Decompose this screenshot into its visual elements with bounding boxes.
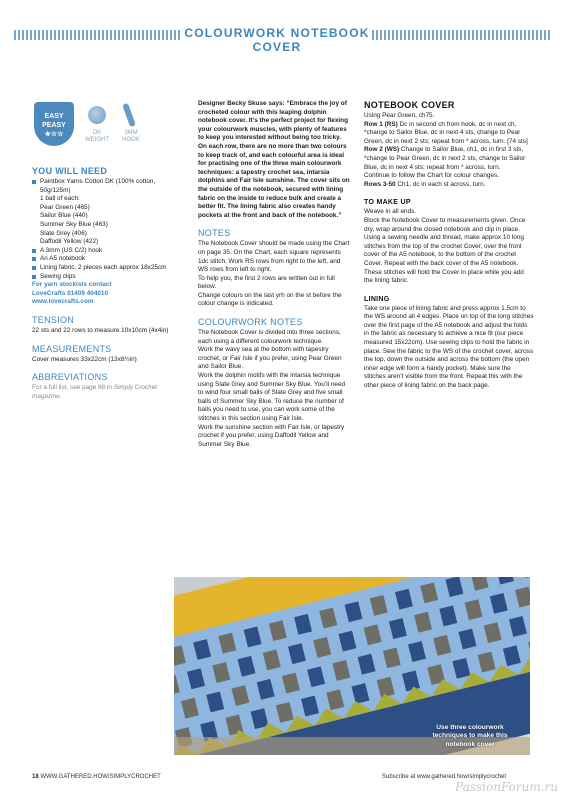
cover-continue: Continue to follow the Chart for colour changes. (364, 172, 499, 180)
notebook-photo (174, 577, 530, 755)
row2-label: Row 2 (WS) (364, 146, 400, 154)
hook-label (116, 130, 146, 144)
row1-label: Row 1 (RS) (364, 120, 398, 128)
weight-label (80, 130, 114, 144)
colourwork-heading: COLOURWORK NOTES (198, 317, 303, 328)
photo-caption: Use three colourwork techniques to make this notebook cover (432, 723, 508, 748)
rows-text: Ch1, dc in each st across, turn. (395, 180, 486, 188)
colour-item: Summer Sky Blue (463) (40, 220, 108, 228)
watermark: PassionForum.ru (455, 780, 558, 794)
cover-intro: Using Pear Green, ch75. (364, 112, 435, 119)
hook-line1: 3MM (124, 130, 138, 136)
crochet-hook-icon (122, 103, 136, 128)
makeup-p2: Block the Notebook Cover to measurements given. Once dry, wrap around the closed notebook and clip in place. Using a sewing needle and thread, make approx 10 long stitches from the top of the crochet Cover, over the front cover of the A5 notebook, to the bottom of the crochet Cover. Repeat with the back cover of the A5 notebook. These stitches will hold the Cover in place while you add the lining fabric. (364, 216, 526, 285)
colour-item: Daffodil Yellow (422) (40, 238, 99, 246)
header-stripes-left (14, 30, 182, 40)
measurements-heading: MEASUREMENTS (32, 343, 112, 354)
make-up-heading: TO MAKE UP (364, 199, 411, 207)
colourwork-p4: Work the sunshine section with Fair Isle, or tapestry crochet if you prefer, using Daffodil Yellow and Summer Sky Blue. (198, 423, 345, 448)
each-label: 1 ball of each: (40, 195, 80, 203)
header-stripes-right (372, 30, 552, 40)
hook-item: A 3mm (US C/2) hook (32, 247, 182, 256)
row2-instruction (364, 146, 534, 172)
sidebar-column (32, 100, 182, 401)
footer-left (32, 774, 161, 780)
difficulty-line1: EASY (44, 113, 64, 120)
intro-quote: Designer Becky Skuse says: “Embrace the joy of crocheted colour with this leaping dolphin notebook cover. It’s the perfect project for flexing your colourwork muscles, with plenty of features to keep you interested without being too tricky. On each row, there are no more than two colours to keep track of, and each colourful area is ideal for practising one of the three main colourwork techniques: a tapestry crochet sea, intarsia dolphins and Fair Isle sunshine. The cover sits on the outside of the notebook, secured with lining fabric on the inside to reduce bulk and create a better fit. The lining fabric also creates handy pockets at the front and back of the notebook.” (198, 100, 350, 219)
stockists-line: For yarn stockists contact (32, 281, 112, 289)
you-will-need-heading: YOU WILL NEED (32, 166, 108, 176)
row1-instruction (364, 121, 534, 147)
colourwork-p1: The Notebook Cover is divided into three sections, each using a different colourwork technique. (198, 329, 341, 345)
colour-item: Slate Grey (406) (40, 229, 87, 237)
badges (32, 100, 182, 158)
page-number: 18 (32, 774, 39, 780)
abbreviations-heading: ABBREVIATIONS (32, 372, 108, 383)
weight-line2: WEIGHT (85, 137, 109, 143)
middle-column (198, 100, 350, 449)
page-title: COLOURWORK NOTEBOOK COVER (184, 26, 370, 54)
footer-url[interactable]: WWW.GATHERED.HOW/SIMPLYCROCHET (40, 774, 161, 780)
lining-heading: LINING (364, 295, 390, 303)
page-header (0, 24, 566, 54)
hook-line2: HOOK (122, 137, 140, 143)
stockists-link[interactable]: www.lovecrafts.com (32, 298, 94, 306)
row2-text: Change to Sailor Blue, ch1, dc in first 3 sts, *change to Pear Green, dc in next 2 sts, change to Sailor Blue, dc in next 4 sts; repeat from * across, turn. (364, 146, 526, 171)
abbreviations-text (32, 384, 182, 401)
difficulty-line2: PEASY (42, 122, 66, 129)
rows-instruction (364, 181, 534, 190)
tension-text: 22 sts and 22 rows to measure 10x10cm (4x4in) (32, 326, 169, 334)
notes-p2: To help you, the first 2 rows are written out in full below. (198, 274, 335, 291)
makeup-p1: Weave in all ends. (364, 208, 417, 216)
notebook-cover-heading: NOTEBOOK COVER (364, 100, 455, 110)
tension-heading: TENSION (32, 314, 75, 325)
weight-line1: DK (92, 130, 102, 136)
colourwork-p2: Work the wavy sea at the bottom with tapestry crochet, or Fair Isle if you prefer, using Pear Green and Sailor Blue. (198, 346, 342, 371)
abbreviations-magazine: Simply Crochet magazine. (32, 384, 158, 400)
abbreviations-line1: For a full list, see page 88 in (32, 384, 112, 392)
right-column (364, 100, 534, 391)
notes-p3: Change colours on the last yrh on the st before the colour change is indicated. (198, 291, 342, 308)
colour-item: Sailor Blue (440) (40, 212, 88, 220)
difficulty-badge (34, 102, 74, 146)
measurements-text: Cover measures 33x22cm (13x8½in) (32, 355, 137, 363)
lining-p1: Take one piece of lining fabric and press approx 1.5cm to the WS around all 4 edges. Place on top of the long stitches over the first page of the A5 notebook and adjust the folds in the fabric as necessary to achieve a nice fit (our piece measured 15x22cm). Use sewing clips to hold the fabric in place. Sew the fabric to the WS of the crochet cover, across the top, down the outside and across the bottom (the open inner edge will form a handy pocket). Make sure the stitches aren’t visible from the front. Repeat this with the other piece of lining fabric on the back page. (364, 304, 534, 390)
notes-heading: NOTES (198, 228, 231, 239)
colour-item: Pear Green (465) (40, 203, 90, 211)
notebook-item: An A5 notebook (32, 255, 182, 264)
stockists-line: LoveCrafts 01409 404010 (32, 289, 109, 297)
row1-text: Dc in second ch from hook, dc in next ch, *change to Sailor Blue, dc in next 4 sts, change to Pear Green, dc in next 2 sts; repeat from * across, turn. [74 sts] (364, 120, 528, 145)
yarn-ball-icon (88, 106, 106, 124)
yarn-item: Paintbox Yarns Cotton DK (100% cotton, 50g/125m) (32, 178, 182, 195)
difficulty-stars-icon: ★☆☆ (44, 131, 64, 138)
clips-item: Sewing clips (32, 273, 182, 282)
colourwork-p3: Work the dolphin motifs with the intarsia technique using Slate Grey and Summer Sky Blue. You’ll need to wind four small balls of Slate Grey and five small balls of Summer Sky Blue. To reduce the number of balls you need to use, you can work some of the stitches in this section using Fair Isle. (198, 372, 346, 422)
fabric-item: Lining fabric, 2 pieces each approx 18x25cm (32, 264, 182, 273)
rows-label: Rows 3-50 (364, 180, 396, 188)
footer-subscribe[interactable]: Subscribe at www.gathered.how/simplycrochet (382, 774, 507, 780)
notes-p1: The Notebook Cover should be made using the Chart on page 35. On the Chart, each square represents 1dc stitch. Work RS rows from right to the left, and WS rows from left to right. (198, 240, 350, 274)
